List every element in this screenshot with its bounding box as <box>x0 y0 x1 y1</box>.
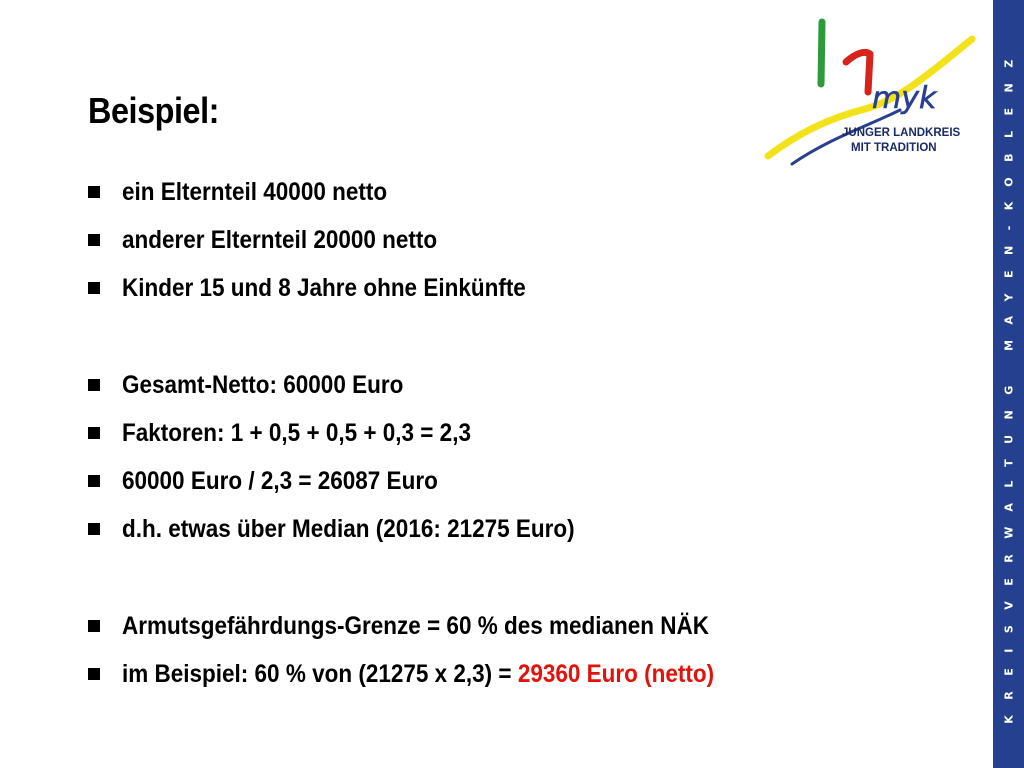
bullet-text: 60000 Euro / 2,3 = 26087 Euro <box>122 466 438 495</box>
bullet-text-highlight: 29360 Euro (netto) <box>517 659 715 688</box>
slide-title: Beispiel: <box>88 90 219 131</box>
square-bullet-icon <box>88 186 100 198</box>
sidebar-label: KREISVERWALTUNG MAYEN-KOBLENZ <box>1002 44 1015 724</box>
bullet-text: ein Elternteil 40000 netto <box>122 177 388 206</box>
bullet-list <box>88 168 968 698</box>
square-bullet-icon <box>88 475 100 487</box>
myk-logo <box>760 14 980 174</box>
bullet-text: Faktoren: 1 + 0,5 + 0,5 + 0,3 = 2,3 <box>122 418 471 447</box>
square-bullet-icon <box>88 427 100 439</box>
square-bullet-icon <box>88 620 100 632</box>
bullet-item <box>88 264 968 312</box>
bullet-item <box>88 602 968 650</box>
bullet-item <box>88 650 968 698</box>
sidebar-band <box>993 0 1024 768</box>
bullet-item <box>88 505 968 553</box>
square-bullet-icon <box>88 668 100 680</box>
bullet-text: Gesamt-Netto: 60000 Euro <box>122 370 404 399</box>
bullet-item <box>88 216 968 264</box>
square-bullet-icon <box>88 379 100 391</box>
bullet-item <box>88 361 968 409</box>
bullet-item <box>88 457 968 505</box>
bullet-item <box>88 409 968 457</box>
bullet-text-mixed <box>122 660 714 689</box>
bullet-text: Armutsgefährdungs-Grenze = 60 % des medianen NÄK <box>122 611 710 640</box>
square-bullet-icon <box>88 234 100 246</box>
bullet-text: Kinder 15 und 8 Jahre ohne Einkünfte <box>122 273 526 302</box>
logo-line1: JUNGER LANDKREIS <box>842 127 961 139</box>
logo-green-stroke <box>821 22 822 84</box>
logo-red-stroke <box>846 52 870 92</box>
logo-line2: MIT TRADITION <box>851 142 937 154</box>
bullet-text: anderer Elternteil 20000 netto <box>122 225 438 254</box>
bullet-item <box>88 168 968 216</box>
bullet-text-prefix: im Beispiel: 60 % von (21275 x 2,3) = <box>122 659 518 688</box>
bullet-text: d.h. etwas über Median (2016: 21275 Euro) <box>122 514 575 543</box>
square-bullet-icon <box>88 523 100 535</box>
logo-mark: myk <box>872 81 937 116</box>
square-bullet-icon <box>88 282 100 294</box>
